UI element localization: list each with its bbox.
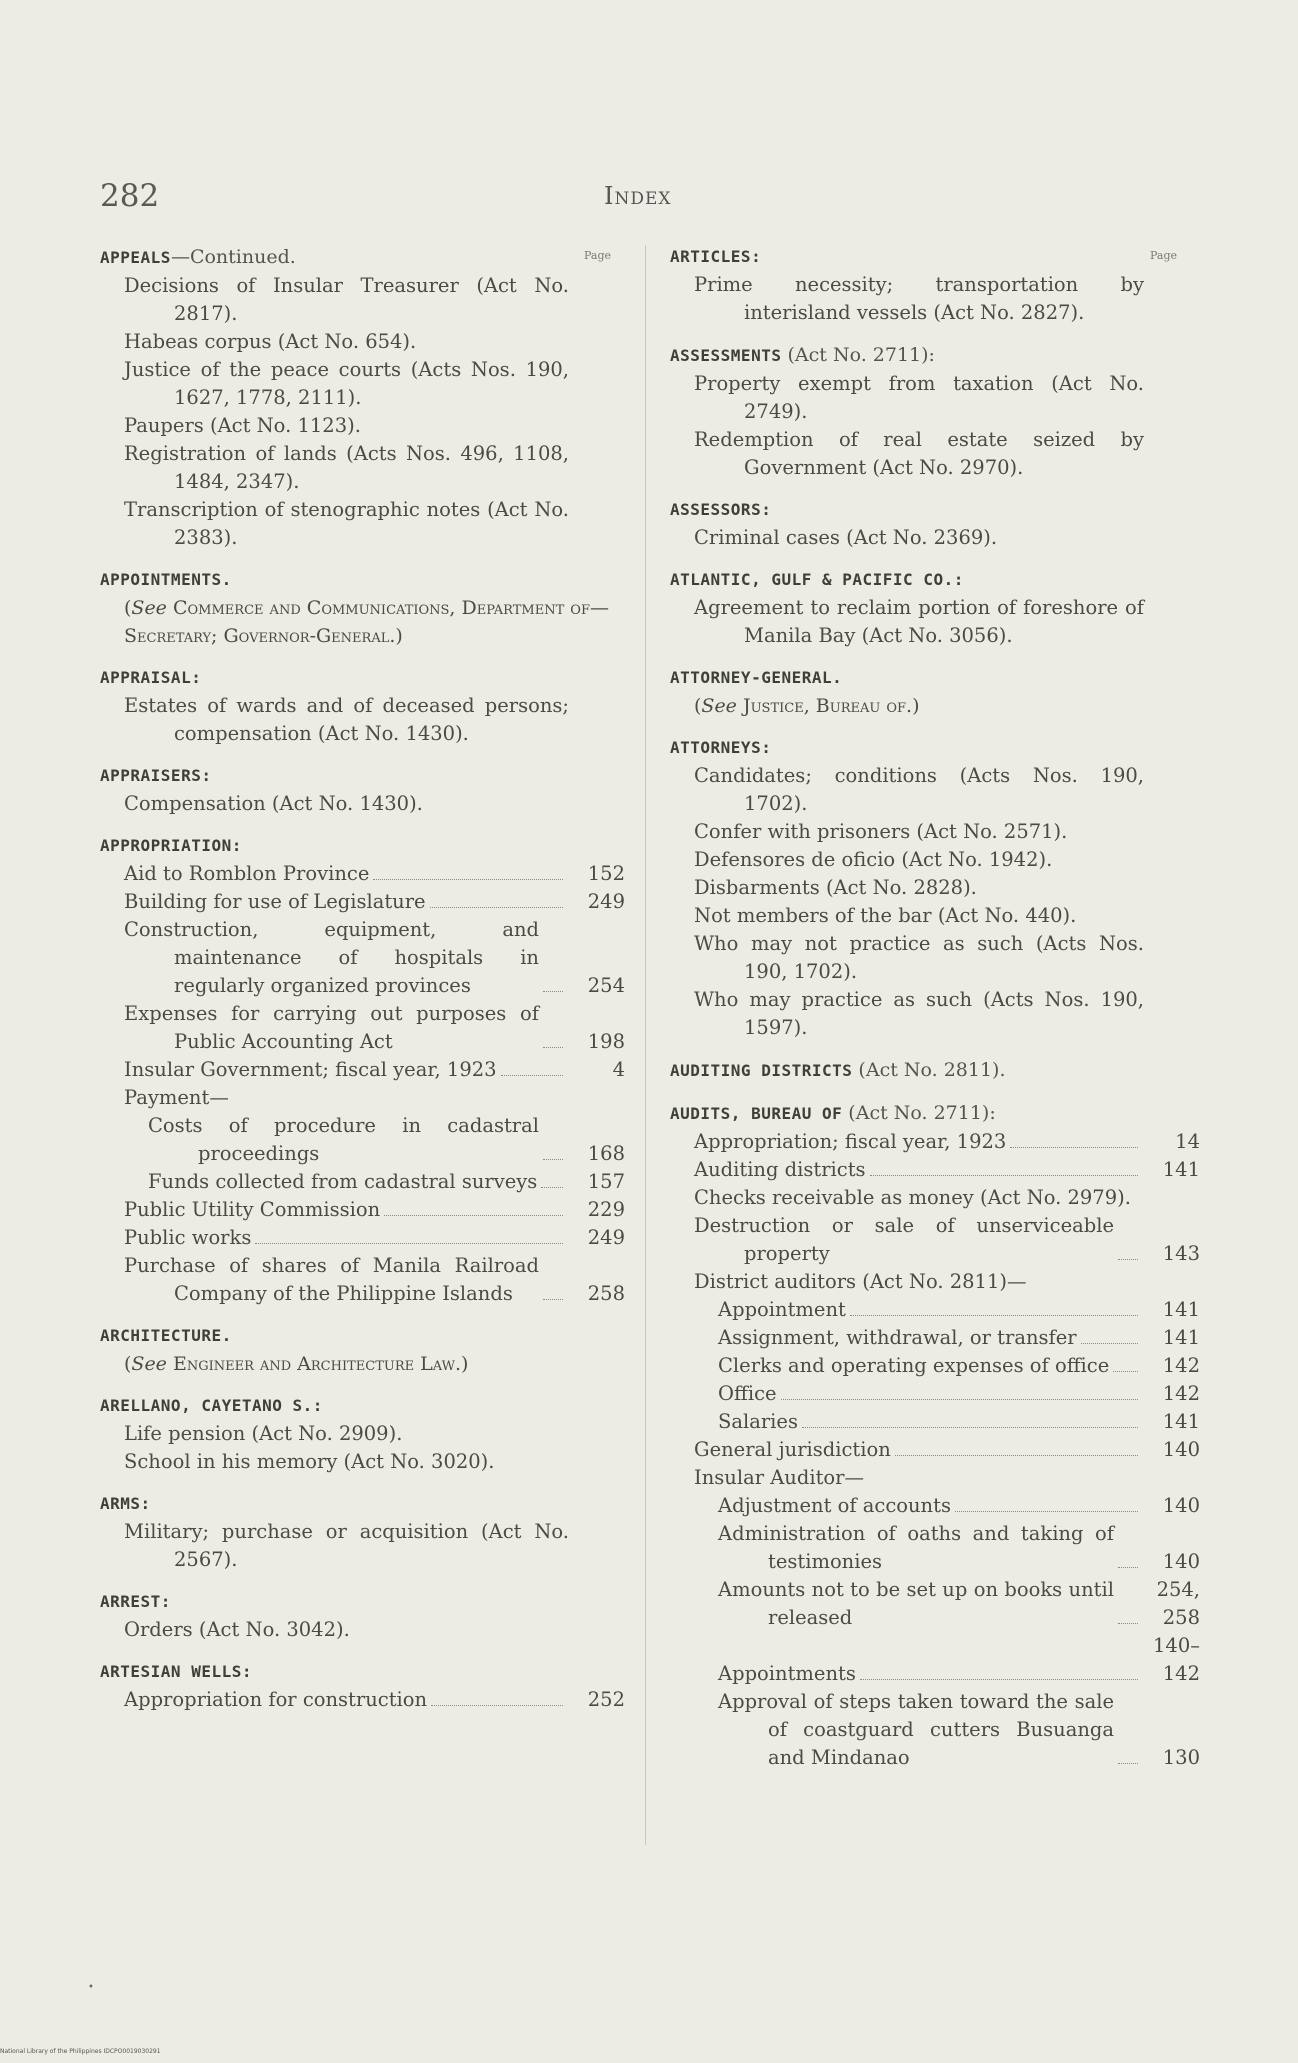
entry-text: Appropriation; fiscal year, 1923 xyxy=(694,1130,1007,1153)
page-column-label-left: Page xyxy=(584,249,612,262)
entry-text: Auditing districts xyxy=(694,1158,866,1181)
entry-text: Purchase of shares of Manila Railroad Company of the Philippine Islands xyxy=(124,1254,539,1305)
see-word: See xyxy=(131,1353,167,1375)
heading-text: ASSESSORS: xyxy=(670,500,772,519)
heading-note: (Act No. 2711): xyxy=(781,344,935,366)
index-entry xyxy=(670,1212,1200,1268)
entry-text: Decisions of Insular Treasurer (Act No. 2817). xyxy=(124,274,569,325)
index-entry xyxy=(670,846,1200,874)
heading-text: AUDITING DISTRICTS xyxy=(670,1061,853,1080)
dot-leader xyxy=(860,1679,1138,1680)
entry-text: Who may not practice as such (Acts Nos. 190, 1702). xyxy=(694,932,1144,983)
entry-text: Disbarments (Act No. 2828). xyxy=(694,876,977,899)
entry-text: District auditors (Act No. 2811)— xyxy=(694,1270,1027,1293)
entry-text: Transcription of stenographic notes (Act No. 2383). xyxy=(124,498,569,549)
heading-text: ATLANTIC, GULF & PACIFIC CO.: xyxy=(670,570,964,589)
see-reference: (See Justice, Bureau of.) xyxy=(694,695,920,717)
index-entry xyxy=(670,1156,1200,1184)
heading-text: AUDITS, BUREAU OF xyxy=(670,1104,843,1123)
index-entry xyxy=(100,692,625,748)
index-entry xyxy=(100,412,625,440)
entry-text: Destruction or sale of unserviceable property xyxy=(694,1214,1114,1265)
index-entry xyxy=(670,1324,1200,1352)
index-entry xyxy=(670,1436,1200,1464)
index-entry xyxy=(100,888,625,916)
index-entry xyxy=(100,1000,625,1056)
entry-text: Checks receivable as money (Act No. 2979). xyxy=(694,1186,1131,1209)
index-entry xyxy=(670,1464,1200,1492)
entry-page-ref: 141 xyxy=(1162,1410,1200,1433)
entry-page-ref: 130 xyxy=(1162,1746,1200,1769)
heading-note: (Act No. 2811). xyxy=(852,1059,1006,1081)
dot-leader xyxy=(431,1705,563,1706)
index-entry xyxy=(100,916,625,1000)
entry-page-ref: 141 xyxy=(1162,1158,1200,1181)
entry-page-ref: 229 xyxy=(587,1198,625,1221)
index-column-left xyxy=(100,243,625,1714)
see-reference: (See Engineer and Architecture Law.) xyxy=(124,1353,469,1375)
entry-page-ref: 14 xyxy=(1175,1130,1200,1153)
entry-text: Confer with prisoners (Act No. 2571). xyxy=(694,820,1068,843)
dot-leader xyxy=(850,1315,1138,1316)
entry-text: Aid to Romblon Province xyxy=(124,862,370,885)
index-heading xyxy=(100,243,625,272)
index-entry xyxy=(100,1224,625,1252)
entry-text: Registration of lands (Acts Nos. 496, 1108, 1484, 2347). xyxy=(124,442,569,493)
entry-page-ref: 254 xyxy=(587,974,625,997)
index-entry xyxy=(670,1128,1200,1156)
heading-note: (Act No. 2711): xyxy=(842,1102,996,1124)
index-entry xyxy=(100,1196,625,1224)
index-entry xyxy=(670,594,1200,650)
entry-text: Office xyxy=(718,1382,777,1405)
entry-text: Criminal cases (Act No. 2369). xyxy=(694,526,998,549)
index-entry xyxy=(100,1112,625,1168)
entry-text: Funds collected from cadastral surveys xyxy=(148,1170,538,1193)
entry-text: Public works xyxy=(124,1226,252,1249)
index-entry xyxy=(670,1268,1200,1296)
entry-page-ref: 140 xyxy=(1162,1550,1200,1573)
dot-leader xyxy=(543,1299,563,1300)
dot-leader xyxy=(802,1427,1138,1428)
index-entry xyxy=(670,271,1200,327)
entry-page-ref: 249 xyxy=(587,1226,625,1249)
dot-leader xyxy=(1081,1343,1138,1344)
entry-text: General jurisdiction xyxy=(694,1438,891,1461)
index-entry xyxy=(100,1168,625,1196)
entry-text: Not members of the bar (Act No. 440). xyxy=(694,904,1077,927)
entry-text: Costs of procedure in cadastral proceedings xyxy=(148,1114,539,1165)
index-heading xyxy=(670,341,1200,370)
running-head: Index xyxy=(604,182,672,210)
index-heading xyxy=(100,1322,625,1350)
index-heading xyxy=(670,734,1200,762)
index-entry xyxy=(670,1184,1200,1212)
page-number: 282 xyxy=(100,178,160,214)
entry-text: Orders (Act No. 3042). xyxy=(124,1618,350,1641)
entry-page-ref: 249 xyxy=(587,890,625,913)
heading-text: ATTORNEYS: xyxy=(670,738,772,757)
see-word: See xyxy=(131,597,167,619)
index-entry xyxy=(100,1084,625,1112)
dot-leader xyxy=(501,1075,563,1076)
entry-text: Defensores de oficio (Act No. 1942). xyxy=(694,848,1053,871)
entry-text: Clerks and operating expenses of office xyxy=(718,1354,1110,1377)
index-heading xyxy=(100,664,625,692)
heading-text: APPRAISERS: xyxy=(100,766,212,785)
entry-page-ref: 258 xyxy=(587,1282,625,1305)
index-heading xyxy=(670,566,1200,594)
entry-text: Expenses for carrying out purposes of Public Accounting Act xyxy=(124,1002,539,1053)
dot-leader xyxy=(1010,1147,1138,1148)
index-entry xyxy=(670,874,1200,902)
entry-text: Agreement to reclaim portion of foreshore of Manila Bay (Act No. 3056). xyxy=(694,596,1144,647)
dot-leader xyxy=(1118,1259,1138,1260)
dot-leader xyxy=(1113,1371,1138,1372)
dot-leader xyxy=(1118,1763,1138,1764)
heading-text: ARTICLES: xyxy=(670,247,762,266)
dot-leader xyxy=(895,1455,1138,1456)
entry-text: Salaries xyxy=(718,1410,798,1433)
index-entry xyxy=(670,902,1200,930)
entry-page-ref: 198 xyxy=(587,1030,625,1053)
entry-text: Who may practice as such (Acts Nos. 190, 1597). xyxy=(694,988,1144,1039)
entry-page-ref: 252 xyxy=(587,1688,625,1711)
see-word: See xyxy=(701,695,737,717)
index-entry xyxy=(670,1408,1200,1436)
index-entry xyxy=(670,370,1200,426)
dot-leader xyxy=(1118,1623,1138,1624)
entry-text: Justice of the peace courts (Acts Nos. 190, 1627, 1778, 2111). xyxy=(124,358,569,409)
dot-leader xyxy=(541,1187,563,1188)
entry-text: Construction, equipment, and maintenance of hospitals in regularly organized provinces xyxy=(124,918,539,997)
entry-page-ref: 141 xyxy=(1162,1326,1200,1349)
column-divider xyxy=(645,245,646,1845)
entry-text: Appointment xyxy=(718,1298,846,1321)
index-entry xyxy=(100,1056,625,1084)
archive-footer: National Library of the Philippines IDCPO0019030291 xyxy=(0,2048,161,2055)
entry-page-ref: 254, 258 xyxy=(1156,1578,1200,1629)
entry-text: Public Utility Commission xyxy=(124,1198,381,1221)
entry-page-ref: 140 xyxy=(1162,1494,1200,1517)
entry-text: Adjustment of accounts xyxy=(718,1494,951,1517)
heading-text: ATTORNEY-GENERAL. xyxy=(670,668,843,687)
dot-leader xyxy=(1118,1567,1138,1568)
page-mark: • xyxy=(88,1982,94,1993)
index-entry xyxy=(100,1616,625,1644)
index-heading xyxy=(100,762,625,790)
entry-page-ref: 142 xyxy=(1162,1354,1200,1377)
heading-note: —Continued. xyxy=(170,246,296,268)
dot-leader xyxy=(955,1511,1138,1512)
dot-leader xyxy=(543,1047,563,1048)
see-target: Engineer and Architecture Law.) xyxy=(172,1353,469,1375)
heading-text: APPRAISAL: xyxy=(100,668,202,687)
see-target: Commerce and Communications, Department of—Secretary; Governor-General.) xyxy=(124,597,609,647)
entry-page-ref: 142 xyxy=(1162,1382,1200,1405)
heading-text: ARTESIAN WELLS: xyxy=(100,1662,252,1681)
entry-text: Compensation (Act No. 1430). xyxy=(124,792,423,815)
index-entry xyxy=(670,986,1200,1042)
heading-text: APPROPRIATION: xyxy=(100,836,242,855)
index-entry xyxy=(100,1448,625,1476)
entry-page-ref: 143 xyxy=(1162,1242,1200,1265)
index-column-right xyxy=(670,243,1200,1772)
index-entry xyxy=(670,930,1200,986)
index-entry xyxy=(670,1688,1200,1772)
entry-text: Amounts not to be set up on books until released xyxy=(718,1578,1114,1629)
index-entry xyxy=(670,1492,1200,1520)
index-entry xyxy=(670,762,1200,818)
index-entry xyxy=(670,818,1200,846)
entry-text: Prime necessity; transportation by interisland vessels (Act No. 2827). xyxy=(694,273,1144,324)
entry-text: Paupers (Act No. 1123). xyxy=(124,414,361,437)
index-entry xyxy=(670,1380,1200,1408)
entry-text: School in his memory (Act No. 3020). xyxy=(124,1450,495,1473)
entry-text: Habeas corpus (Act No. 654). xyxy=(124,330,417,353)
heading-text: APPOINTMENTS. xyxy=(100,570,232,589)
index-heading xyxy=(670,664,1200,692)
page-column-label-right: Page xyxy=(1150,249,1178,262)
dot-leader xyxy=(781,1399,1138,1400)
entry-text: Approval of steps taken toward the sale of coastguard cutters Busuanga and Mindanao xyxy=(718,1690,1114,1769)
index-entry xyxy=(100,790,625,818)
entry-text: Insular Auditor— xyxy=(694,1466,864,1489)
index-entry xyxy=(100,440,625,496)
entry-page-ref: 4 xyxy=(612,1058,625,1081)
index-entry xyxy=(100,1518,625,1574)
index-heading xyxy=(100,566,625,594)
heading-text: ARREST: xyxy=(100,1592,171,1611)
entry-text: Redemption of real estate seized by Government (Act No. 2970). xyxy=(694,428,1144,479)
index-entry xyxy=(100,1686,625,1714)
heading-text: ARMS: xyxy=(100,1494,151,1513)
entry-page-ref: 140–142 xyxy=(1153,1634,1200,1685)
entry-text: Life pension (Act No. 2909). xyxy=(124,1422,403,1445)
index-entry xyxy=(100,860,625,888)
index-heading xyxy=(100,1490,625,1518)
index-entry xyxy=(670,1632,1200,1688)
index-entry xyxy=(670,1520,1200,1576)
index-heading xyxy=(100,832,625,860)
index-heading xyxy=(670,1056,1200,1085)
index-entry xyxy=(100,272,625,328)
heading-text: ARCHITECTURE. xyxy=(100,1326,232,1345)
dot-leader xyxy=(543,1159,563,1160)
index-entry xyxy=(100,356,625,412)
dot-leader xyxy=(255,1243,563,1244)
dot-leader xyxy=(430,907,563,908)
entry-text: Insular Government; fiscal year, 1923 xyxy=(124,1058,497,1081)
index-entry xyxy=(100,1420,625,1448)
entry-text: Estates of wards and of deceased persons; compensation (Act No. 1430). xyxy=(124,694,569,745)
entry-page-ref: 141 xyxy=(1162,1298,1200,1321)
dot-leader xyxy=(373,879,563,880)
entry-text: Assignment, withdrawal, or transfer xyxy=(718,1326,1077,1349)
see-reference: (See Commerce and Communications, Department of—Secretary; Governor-General.) xyxy=(124,597,609,647)
index-heading xyxy=(670,243,1200,271)
entry-text: Administration of oaths and taking of testimonies xyxy=(718,1522,1114,1573)
index-heading xyxy=(100,1392,625,1420)
entry-page-ref: 157 xyxy=(587,1170,625,1193)
index-heading xyxy=(100,1658,625,1686)
index-entry xyxy=(670,1576,1200,1632)
entry-text: Appointments xyxy=(718,1662,856,1685)
entry-page-ref: 140 xyxy=(1162,1438,1200,1461)
dot-leader xyxy=(543,991,563,992)
heading-text: ARELLANO, CAYETANO S.: xyxy=(100,1396,323,1415)
index-entry xyxy=(100,1252,625,1308)
index-entry xyxy=(100,496,625,552)
entry-text: Payment— xyxy=(124,1086,229,1109)
entry-page-ref: 152 xyxy=(587,862,625,885)
heading-text: ASSESSMENTS xyxy=(670,346,782,365)
index-entry xyxy=(100,328,625,356)
index-entry xyxy=(670,1296,1200,1324)
index-heading xyxy=(670,496,1200,524)
index-heading xyxy=(670,1099,1200,1128)
entry-text: Property exempt from taxation (Act No. 2749). xyxy=(694,372,1144,423)
index-heading xyxy=(100,1588,625,1616)
index-entry xyxy=(670,1352,1200,1380)
entry-text: Candidates; conditions (Acts Nos. 190, 1702). xyxy=(694,764,1144,815)
dot-leader xyxy=(870,1175,1138,1176)
entry-text: Appropriation for construction xyxy=(124,1688,428,1711)
heading-text: APPEALS xyxy=(100,248,171,267)
dot-leader xyxy=(384,1215,563,1216)
see-target: Justice, Bureau of.) xyxy=(742,695,920,717)
entry-text: Building for use of Legislature xyxy=(124,890,426,913)
index-entry xyxy=(670,524,1200,552)
entry-text: Military; purchase or acquisition (Act No. 2567). xyxy=(124,1520,569,1571)
index-entry xyxy=(670,426,1200,482)
entry-page-ref: 168 xyxy=(587,1142,625,1165)
